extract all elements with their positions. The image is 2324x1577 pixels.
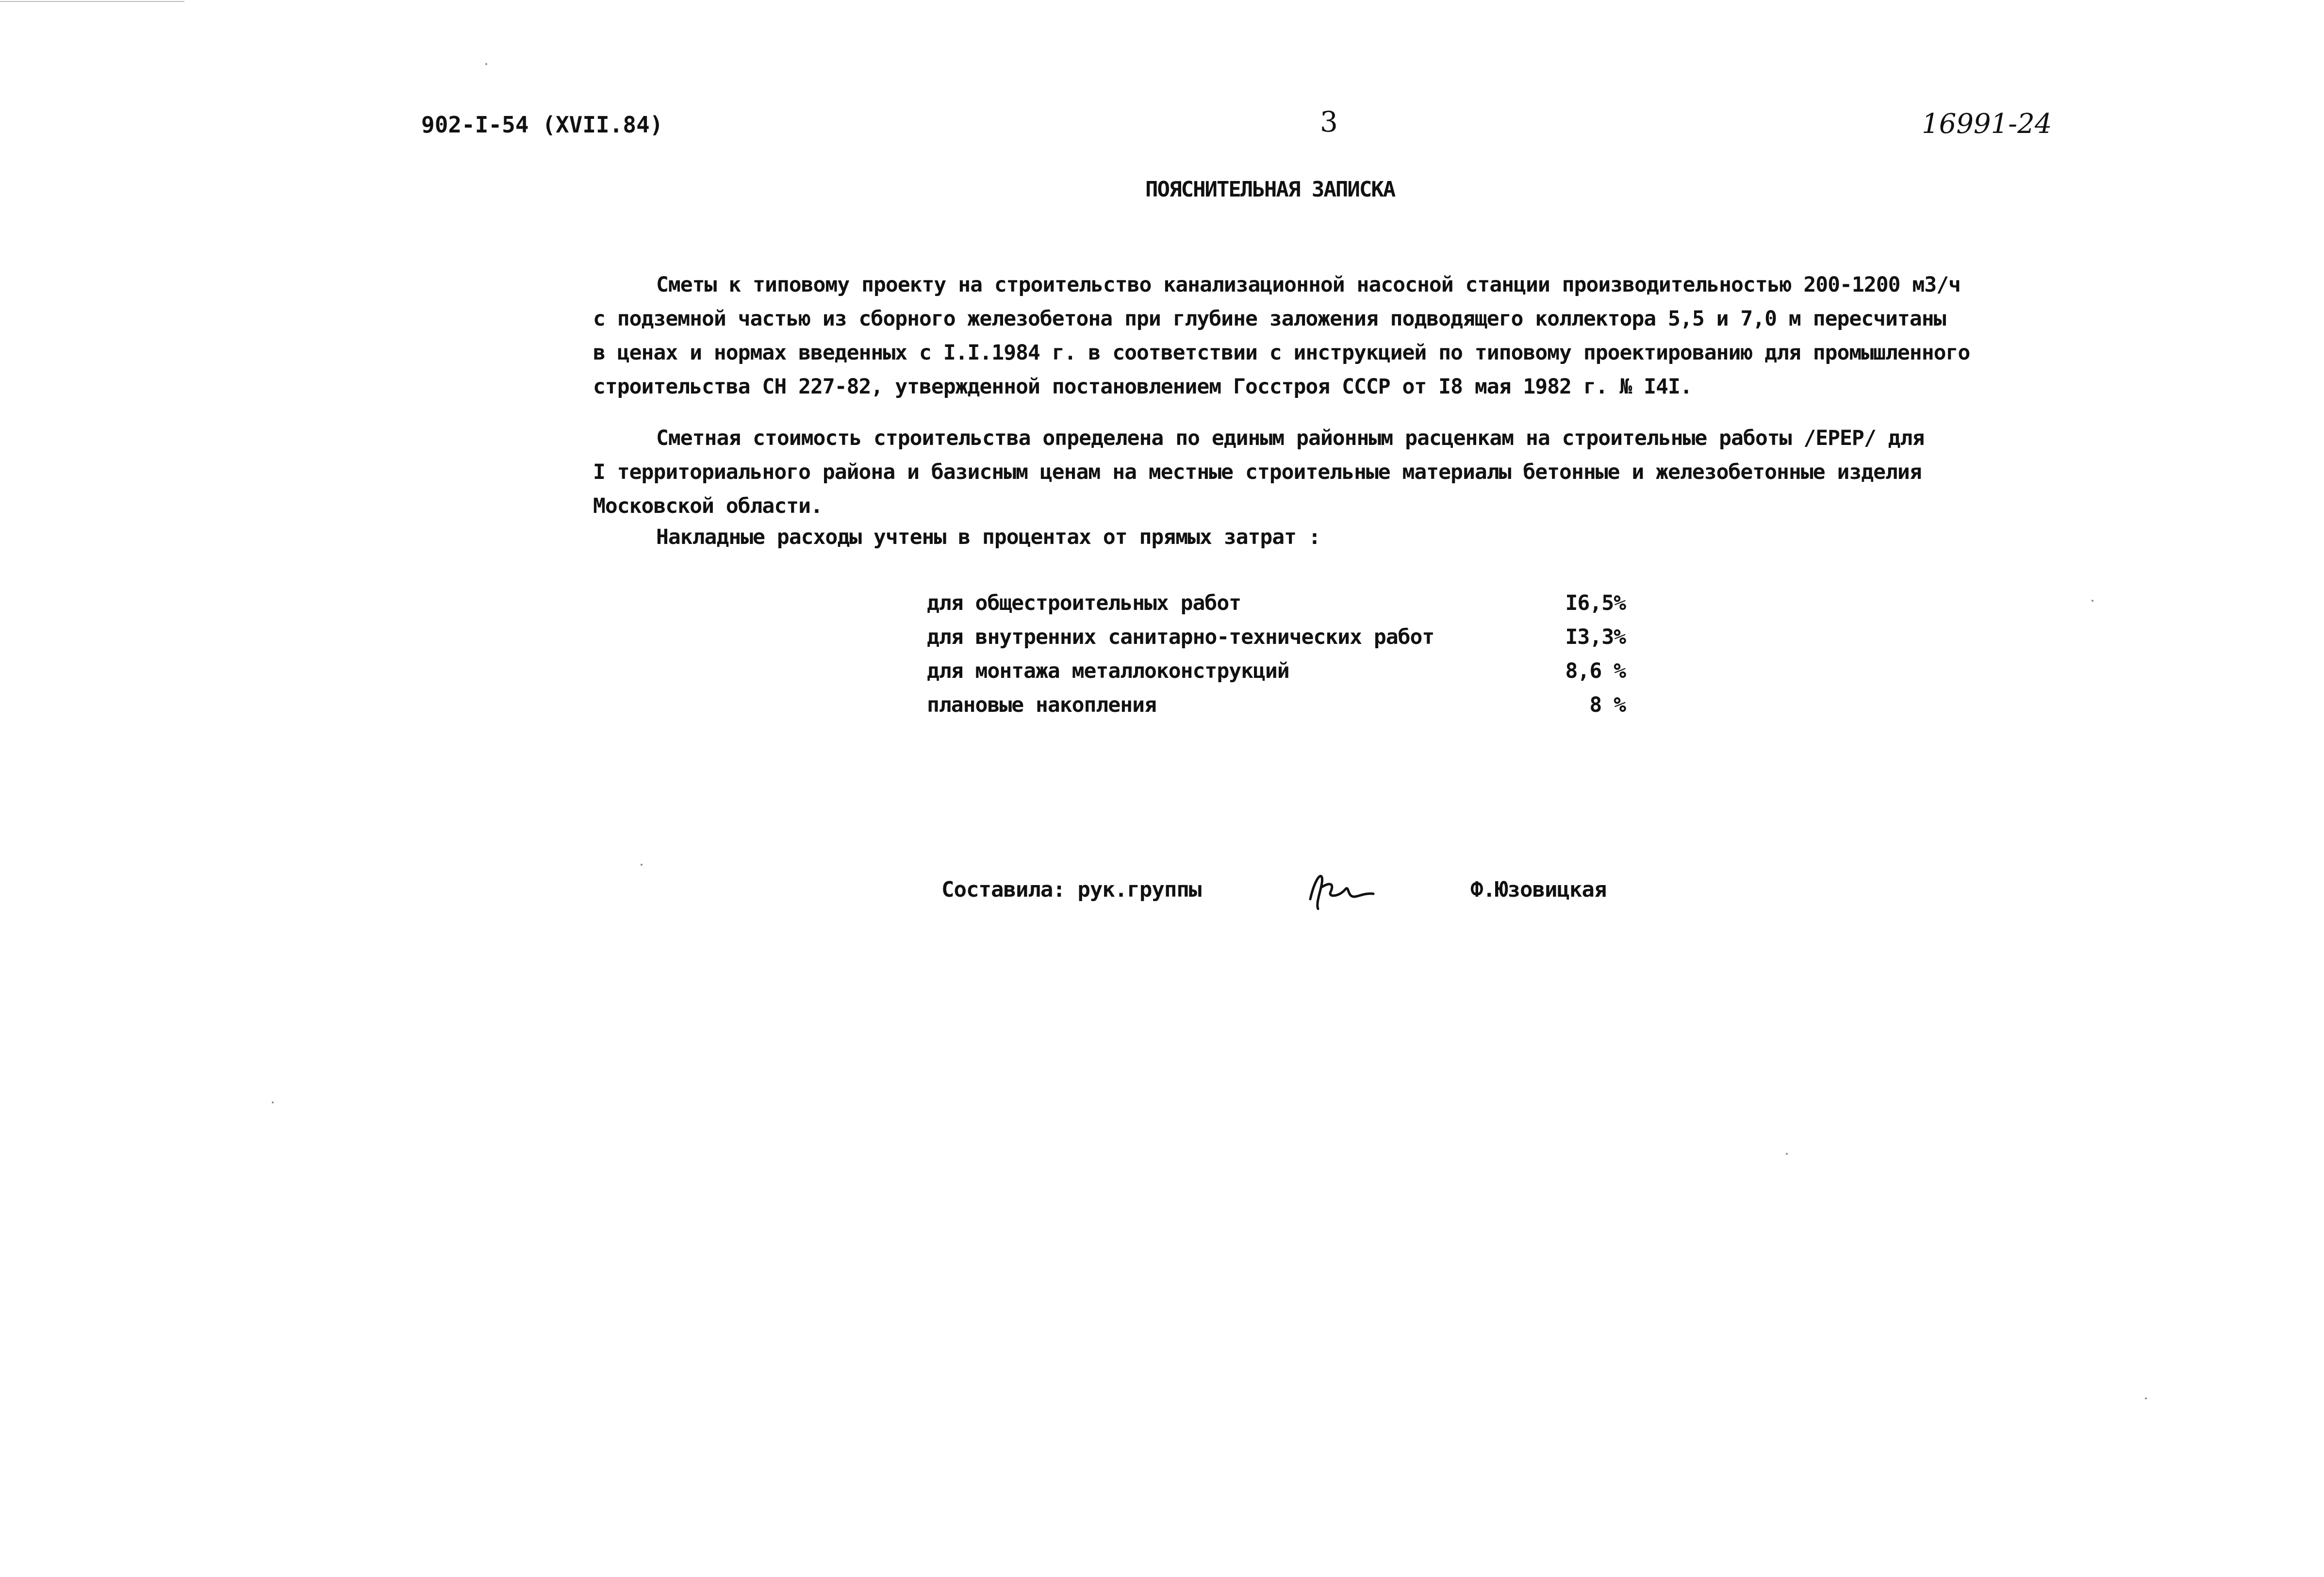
page-number: 3	[1320, 105, 1338, 138]
scan-speck	[272, 1101, 274, 1103]
paragraph-project-description	[593, 268, 2078, 404]
rate-row-sanitary-works	[927, 620, 1626, 654]
scan-edge-line	[0, 1, 184, 2]
paragraph-line: строительства СН 227-82, утвержденной постановлением Госстроя СССР от I8 мая 1982 г. № I4I.	[593, 375, 1692, 399]
paragraph-cost-basis	[593, 421, 2078, 523]
paragraph-overheads	[593, 520, 2078, 554]
scan-speck	[641, 864, 643, 866]
overhead-rates-list	[927, 586, 1626, 722]
paragraph-line: I территориального района и базисным ценам на местные строительные материалы бетонные и железобетонные изделия	[593, 460, 1922, 484]
rate-label: для общестроительных работ	[927, 591, 1241, 615]
rate-label: плановые накопления	[927, 693, 1156, 717]
compiled-by-label: Составила: рук.группы	[941, 877, 1202, 902]
paragraph-line: в ценах и нормах введенных с I.I.1984 г. в соответствии с инструкцией по типовому проектированию для промышленного	[593, 341, 1970, 365]
scan-speck	[1786, 1153, 1788, 1155]
rate-row-steel-structures	[927, 654, 1626, 688]
signer-name: Ф.Юзовицкая	[1470, 877, 1607, 902]
paragraph-line: Сметы к типовому проекту на строительство канализационной насосной станции производительностью 200-1200 м3/ч	[656, 273, 1961, 297]
rate-value: I6,5%	[1565, 591, 1626, 615]
scan-speck	[2145, 1397, 2147, 1399]
handwritten-signature	[1301, 863, 1378, 916]
paragraph-line: Сметная стоимость строительства определена по единым районным расценкам на строительные работы /ЕРЕР/ для	[656, 426, 1925, 450]
rate-row-planned-savings	[927, 688, 1626, 722]
rate-value: I3,3%	[1565, 625, 1626, 649]
scan-speck	[485, 63, 487, 65]
archive-number: 16991-24	[1922, 108, 2052, 140]
scan-speck	[2092, 600, 2093, 602]
paragraph-line: с подземной частью из сборного железобетона при глубине заложения подводящего коллектора 5,5 и 7,0 м пересчитаны	[593, 307, 1946, 331]
rate-label: для монтажа металлоконструкций	[927, 659, 1289, 683]
document-code: 902-I-54 (XVII.84)	[421, 112, 663, 138]
signature-block	[941, 877, 1631, 931]
rate-value: 8,6 %	[1565, 659, 1626, 683]
paragraph-line: Накладные расходы учтены в процентах от прямых затрат :	[656, 525, 1320, 549]
document-title: ПОЯСНИТЕЛЬНАЯ ЗАПИСКА	[1145, 177, 1395, 202]
rate-value: 8 %	[1589, 693, 1626, 717]
rate-row-general-construction	[927, 586, 1626, 620]
paragraph-line: Московской области.	[593, 494, 823, 518]
rate-label: для внутренних санитарно-технических работ	[927, 625, 1434, 649]
